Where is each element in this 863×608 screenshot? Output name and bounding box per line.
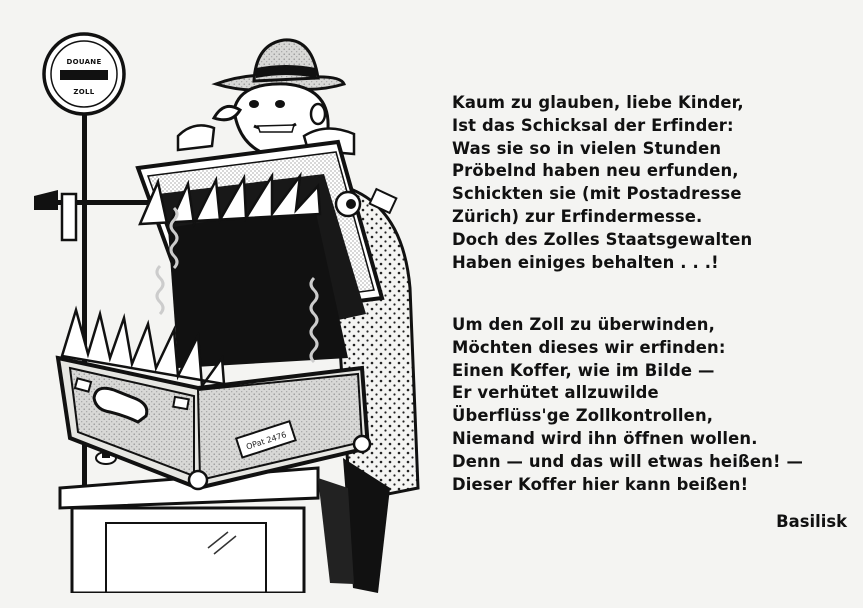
author-signature: Basilisk: [776, 512, 847, 531]
poem-line: Was sie so in vielen Stunden: [452, 138, 722, 158]
poem-line: Überflüss'ge Zollkontrollen,: [452, 406, 714, 426]
poem-stanza-1: [452, 92, 752, 274]
poem-line: Zürich) zur Erfindermesse.: [452, 206, 703, 226]
suitcase-tag-text: OPat 2476: [245, 430, 288, 452]
poem-line: Haben einiges behalten . . .!: [452, 252, 719, 272]
poem-line: Möchten dieses wir erfinden:: [452, 337, 726, 357]
poem-line: Doch des Zolles Staatsgewalten: [452, 229, 753, 249]
poem-line: Denn — und das will etwas heißen! —: [452, 451, 804, 471]
sign-bottom-text: ZOLL: [73, 88, 95, 96]
poem-line: Kaum zu glauben, liebe Kinder,: [452, 93, 744, 112]
poem-line: Niemand wird ihn öffnen wollen.: [452, 428, 758, 448]
poem-line: Dieser Koffer hier kann beißen!: [452, 474, 749, 494]
poem-line: Einen Koffer, wie im Bilde —: [452, 360, 715, 380]
poem-line: Pröbelnd haben neu erfunden,: [452, 161, 739, 181]
biting-suitcase-icon: [58, 142, 382, 489]
poem-line: Er verhütet allzuwilde: [452, 383, 659, 403]
poem-line: Um den Zoll zu überwinden,: [452, 315, 715, 334]
cartoon-illustration: [18, 18, 438, 593]
poem-stanza-2: [452, 314, 803, 496]
poem-line: Schickten sie (mit Postadresse: [452, 184, 742, 204]
poem-line: Ist das Schicksal der Erfinder:: [452, 115, 734, 135]
sign-top-text: DOUANE: [66, 58, 102, 66]
